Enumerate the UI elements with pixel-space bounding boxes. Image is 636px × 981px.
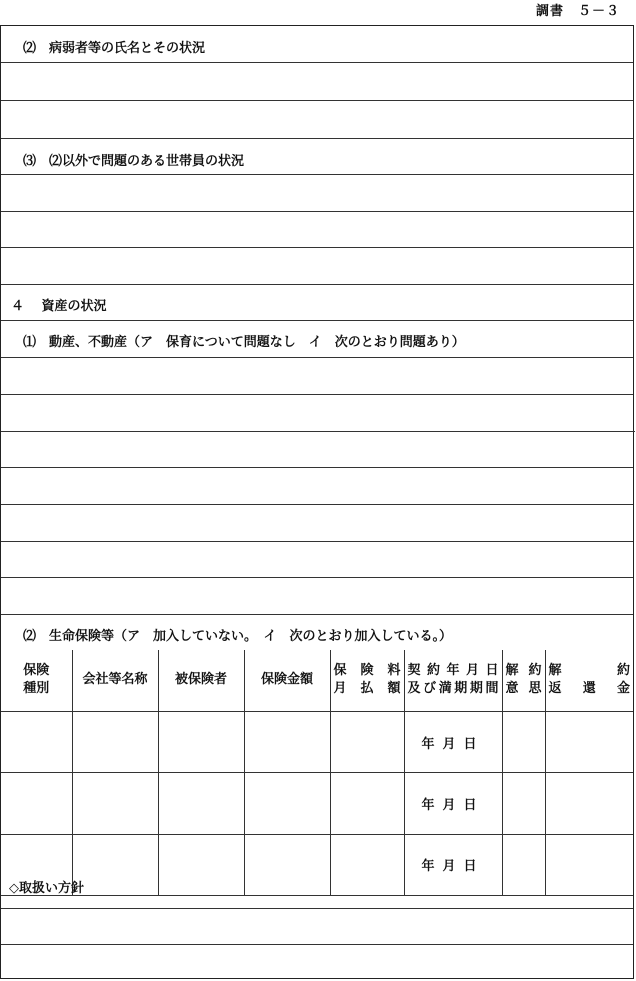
real-estate-line[interactable] xyxy=(1,431,633,467)
assets-heading: ４ 資産の状況 xyxy=(11,299,107,314)
contract-date-cell[interactable]: 年月日 xyxy=(404,773,502,834)
policy-line[interactable] xyxy=(1,908,633,944)
header-premium: 保険料 月払額 xyxy=(330,650,404,711)
sick-persons-line[interactable] xyxy=(1,62,633,100)
real-estate-line[interactable] xyxy=(1,504,633,541)
section-other-members-label: ⑶ ⑵以外で問題のある世帯員の状況 xyxy=(23,154,245,169)
other-members-line[interactable] xyxy=(1,211,633,247)
section-sick-persons-label: ⑵ 病弱者等の氏名とその状況 xyxy=(23,41,206,56)
real-estate-line[interactable] xyxy=(1,357,633,394)
life-insurance-row xyxy=(1,614,633,650)
insurance-table xyxy=(1,650,633,896)
margin-tick xyxy=(621,431,635,432)
header-amount: 保険金額 xyxy=(244,650,330,711)
header-refund: 解 約 返還金 xyxy=(545,650,633,711)
header-kind: 保険 種別 xyxy=(1,650,72,711)
table-row[interactable] xyxy=(1,711,633,772)
real-estate-line[interactable] xyxy=(1,394,633,431)
assets-heading-row xyxy=(1,284,633,320)
real-estate-row xyxy=(1,320,633,357)
real-estate-line[interactable] xyxy=(1,541,633,577)
contract-date-cell[interactable]: 年月日 xyxy=(404,834,502,895)
policy-heading: ◇取扱い方針 xyxy=(9,881,84,896)
other-members-line[interactable] xyxy=(1,247,633,284)
real-estate-line[interactable] xyxy=(1,467,633,504)
header-insured: 被保険者 xyxy=(158,650,244,711)
table-row[interactable] xyxy=(1,834,633,895)
life-insurance-label: ⑵ 生命保険等（ア 加入していない。 イ 次のとおり加入している。） xyxy=(23,629,453,644)
real-estate-line[interactable] xyxy=(1,577,633,614)
contract-date-cell[interactable]: 年月日 xyxy=(404,711,502,772)
sick-persons-line[interactable] xyxy=(1,100,633,138)
table-header-row xyxy=(1,650,633,711)
policy-line[interactable] xyxy=(1,944,633,978)
header-company: 会社等名称 xyxy=(72,650,158,711)
table-row[interactable] xyxy=(1,773,633,834)
other-members-line[interactable] xyxy=(1,174,633,211)
real-estate-label: ⑴ 動産、不動産（ア 保育について問題なし イ 次のとおり問題あり） xyxy=(23,335,465,350)
form-frame xyxy=(0,25,634,979)
section-other-members-row xyxy=(1,138,633,174)
header-cancel: 解約 意思 xyxy=(502,650,545,711)
document-id: 調書 ５－３ xyxy=(535,4,620,19)
header-contract: 契約年月日 及び満期期間 xyxy=(404,650,502,711)
